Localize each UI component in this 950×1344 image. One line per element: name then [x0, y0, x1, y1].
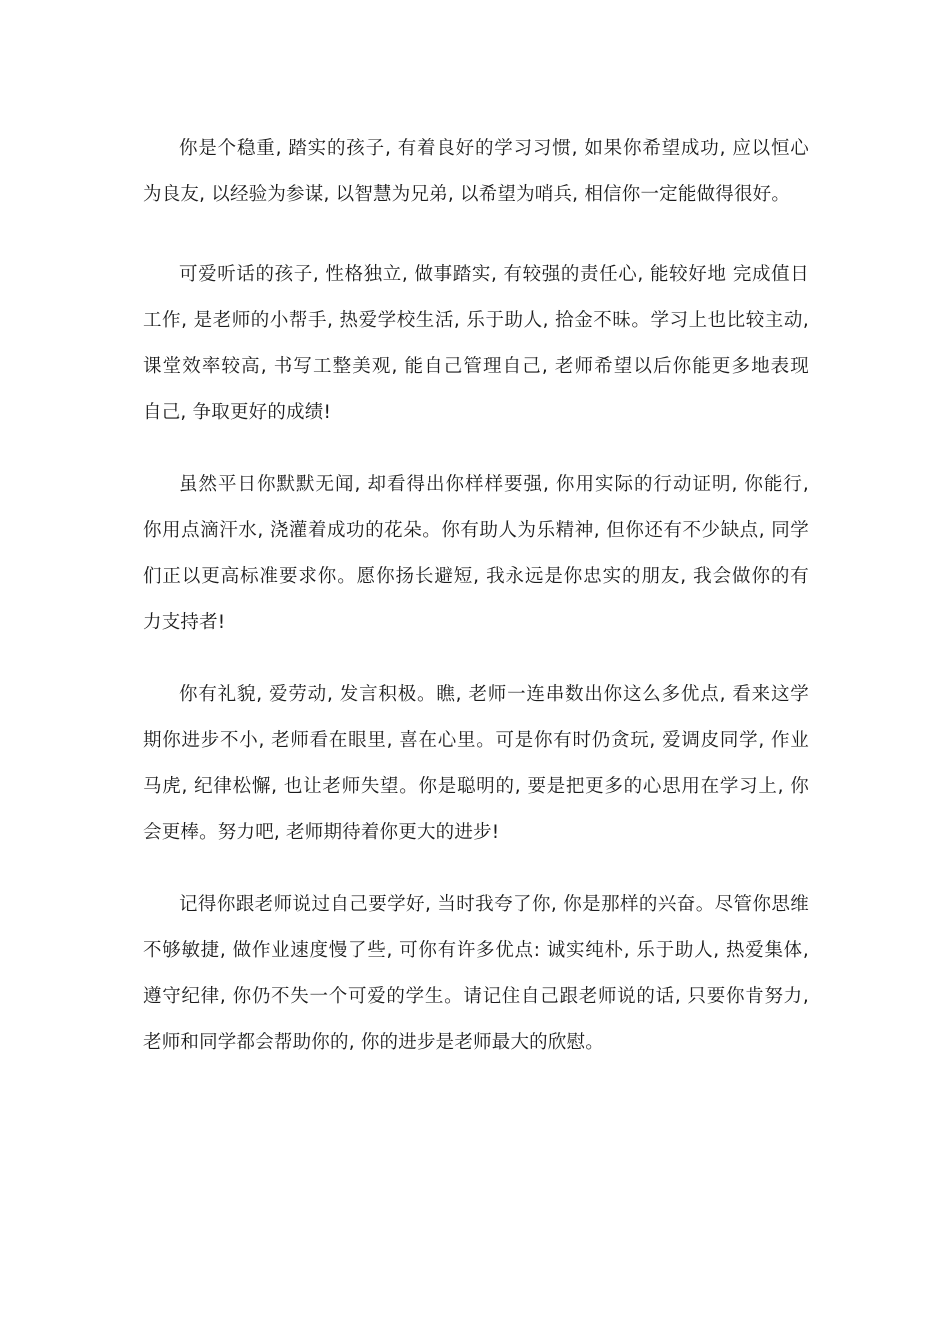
paragraph-line: 为良友, 以经验为参谋, 以智慧为兄弟, 以希望为哨兵, 相信你一定能做得很好。	[143, 184, 791, 205]
paragraph-line: 马虎, 纪律松懈, 也让老师失望。你是聪明的, 要是把更多的心思用在学习上, 你	[143, 776, 809, 797]
paragraph-line: 自己, 争取更好的成绩!	[143, 402, 332, 423]
paragraph-line: 不够敏捷, 做作业速度慢了些, 可你有许多优点: 诚实纯朴, 乐于助人, 热爱集体,	[143, 940, 809, 961]
paragraph-1	[143, 126, 809, 218]
paragraph-line: 们正以更高标准要求你。愿你扬长避短, 我永远是你忠实的朋友, 我会做你的有	[143, 566, 809, 587]
paragraph-line: 工作, 是老师的小帮手, 热爱学校生活, 乐于助人, 拾金不昧。学习上也比较主动,	[143, 310, 809, 331]
paragraph-3	[143, 462, 809, 646]
paragraph-line: 你用点滴汗水, 浇灌着成功的花朵。你有助人为乐精神, 但你还有不少缺点, 同学	[143, 520, 809, 541]
paragraph-4	[143, 672, 809, 856]
paragraph-line: 你有礼貌, 爱劳动, 发言积极。瞧, 老师一连串数出你这么多优点, 看来这学	[179, 684, 809, 705]
paragraph-line: 会更棒。努力吧, 老师期待着你更大的进步!	[143, 822, 500, 843]
paragraph-line: 力支持者!	[143, 612, 226, 633]
paragraph-5	[143, 882, 809, 1066]
document-body	[143, 126, 809, 1092]
paragraph-line: 虽然平日你默默无闻, 却看得出你样样要强, 你用实际的行动证明, 你能行,	[179, 474, 809, 495]
paragraph-line: 可爱听话的孩子, 性格独立, 做事踏实, 有较强的责任心, 能较好地 完成值日	[179, 264, 809, 285]
paragraph-line: 记得你跟老师说过自己要学好, 当时我夸了你, 你是那样的兴奋。尽管你思维	[179, 894, 809, 915]
paragraph-line: 遵守纪律, 你仍不失一个可爱的学生。请记住自己跟老师说的话, 只要你肯努力,	[143, 986, 809, 1007]
paragraph-line: 课堂效率较高, 书写工整美观, 能自己管理自己, 老师希望以后你能更多地表现	[143, 356, 809, 377]
paragraph-2	[143, 252, 809, 436]
paragraph-line: 期你进步不小, 老师看在眼里, 喜在心里。可是你有时仍贪玩, 爱调皮同学, 作业	[143, 730, 809, 751]
paragraph-line: 老师和同学都会帮助你的, 你的进步是老师最大的欣慰。	[143, 1032, 604, 1053]
paragraph-line: 你是个稳重, 踏实的孩子, 有着良好的学习习惯, 如果你希望成功, 应以恒心	[179, 138, 809, 159]
